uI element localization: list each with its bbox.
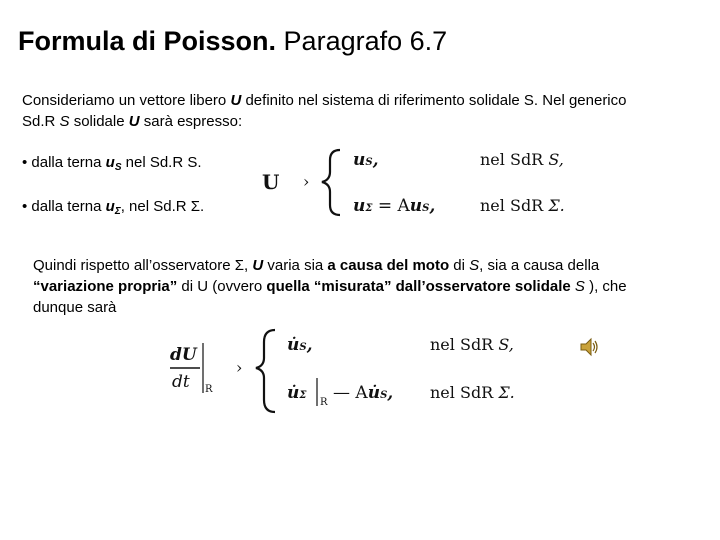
speaker-icon[interactable] <box>578 336 600 358</box>
intro-part: definito nel sistema di riferimento solidale S. Nel generico Sd.R <box>22 92 627 130</box>
bullet-var: u <box>105 154 115 171</box>
para-var-u: U <box>252 257 264 274</box>
formula2-row1-label: nel SdR S, <box>430 335 514 354</box>
formula1-row2-label: nel SdR Σ. <box>480 196 565 215</box>
formula2-row2-rhs: — Au̇S, <box>333 383 394 403</box>
para-var-s: S <box>574 278 585 295</box>
formula1-row1-expr: uS, <box>353 150 379 170</box>
intro-part: sarà espresso: <box>139 113 243 130</box>
brace-left-1 <box>322 150 340 215</box>
title-rest: Paragrafo 6.7 <box>283 26 448 56</box>
formula1-lhs: U <box>262 170 280 194</box>
bullet-sub: Σ <box>114 206 121 217</box>
formula2-row1-expr: u̇S, <box>287 335 313 355</box>
title-bold: Formula di Poisson. <box>18 26 277 56</box>
formula2-arrow: › <box>236 358 243 377</box>
bullet-suffix: nel Sd.R S. <box>121 154 202 171</box>
formula2-row2-barsub: R <box>320 397 328 408</box>
intro-part: solidale <box>69 113 129 130</box>
para-bold: “variazione propria” <box>33 278 178 295</box>
para-part: di <box>449 257 470 274</box>
formula2-numerator: dU <box>170 345 197 365</box>
bullet-prefix: • dalla terna <box>22 154 106 171</box>
brace-left-2 <box>256 330 275 412</box>
para-bold: a causa del moto <box>327 257 450 274</box>
para-bold: quella “misurata” dall’osservatore solidale <box>266 278 571 295</box>
formula2-denominator: dt <box>172 372 190 392</box>
intro-var-s: S <box>59 113 70 130</box>
para-part: ), che dunque sarà <box>33 278 627 316</box>
bullet-suffix: , nel Sd.R Σ. <box>120 198 205 215</box>
formula1-row1-label: nel SdR S, <box>480 150 564 169</box>
intro-var-u: U <box>128 113 140 130</box>
bullet-sub: S <box>114 162 122 173</box>
bullet-prefix: • dalla terna <box>22 198 106 215</box>
bullet-var: u <box>105 198 115 215</box>
formula1-arrow: › <box>303 172 310 191</box>
formula2-row2-label: nel SdR Σ. <box>430 383 515 402</box>
para-var-s: S <box>469 257 480 274</box>
formula1-row2-expr: uΣ = AuS, <box>353 196 436 216</box>
intro-part: Consideriamo un vettore libero <box>22 92 231 109</box>
formula2-eval-sub: R <box>205 384 213 395</box>
para-part: varia sia <box>263 257 328 274</box>
para-part: Quindi rispetto all’osservatore Σ, <box>33 257 253 274</box>
intro-var-u: U <box>230 92 242 109</box>
formula2-row2-expr: u̇Σ <box>287 383 307 403</box>
para-part: , sia a causa della <box>479 257 600 274</box>
para-part: di U (ovvero <box>177 278 267 295</box>
